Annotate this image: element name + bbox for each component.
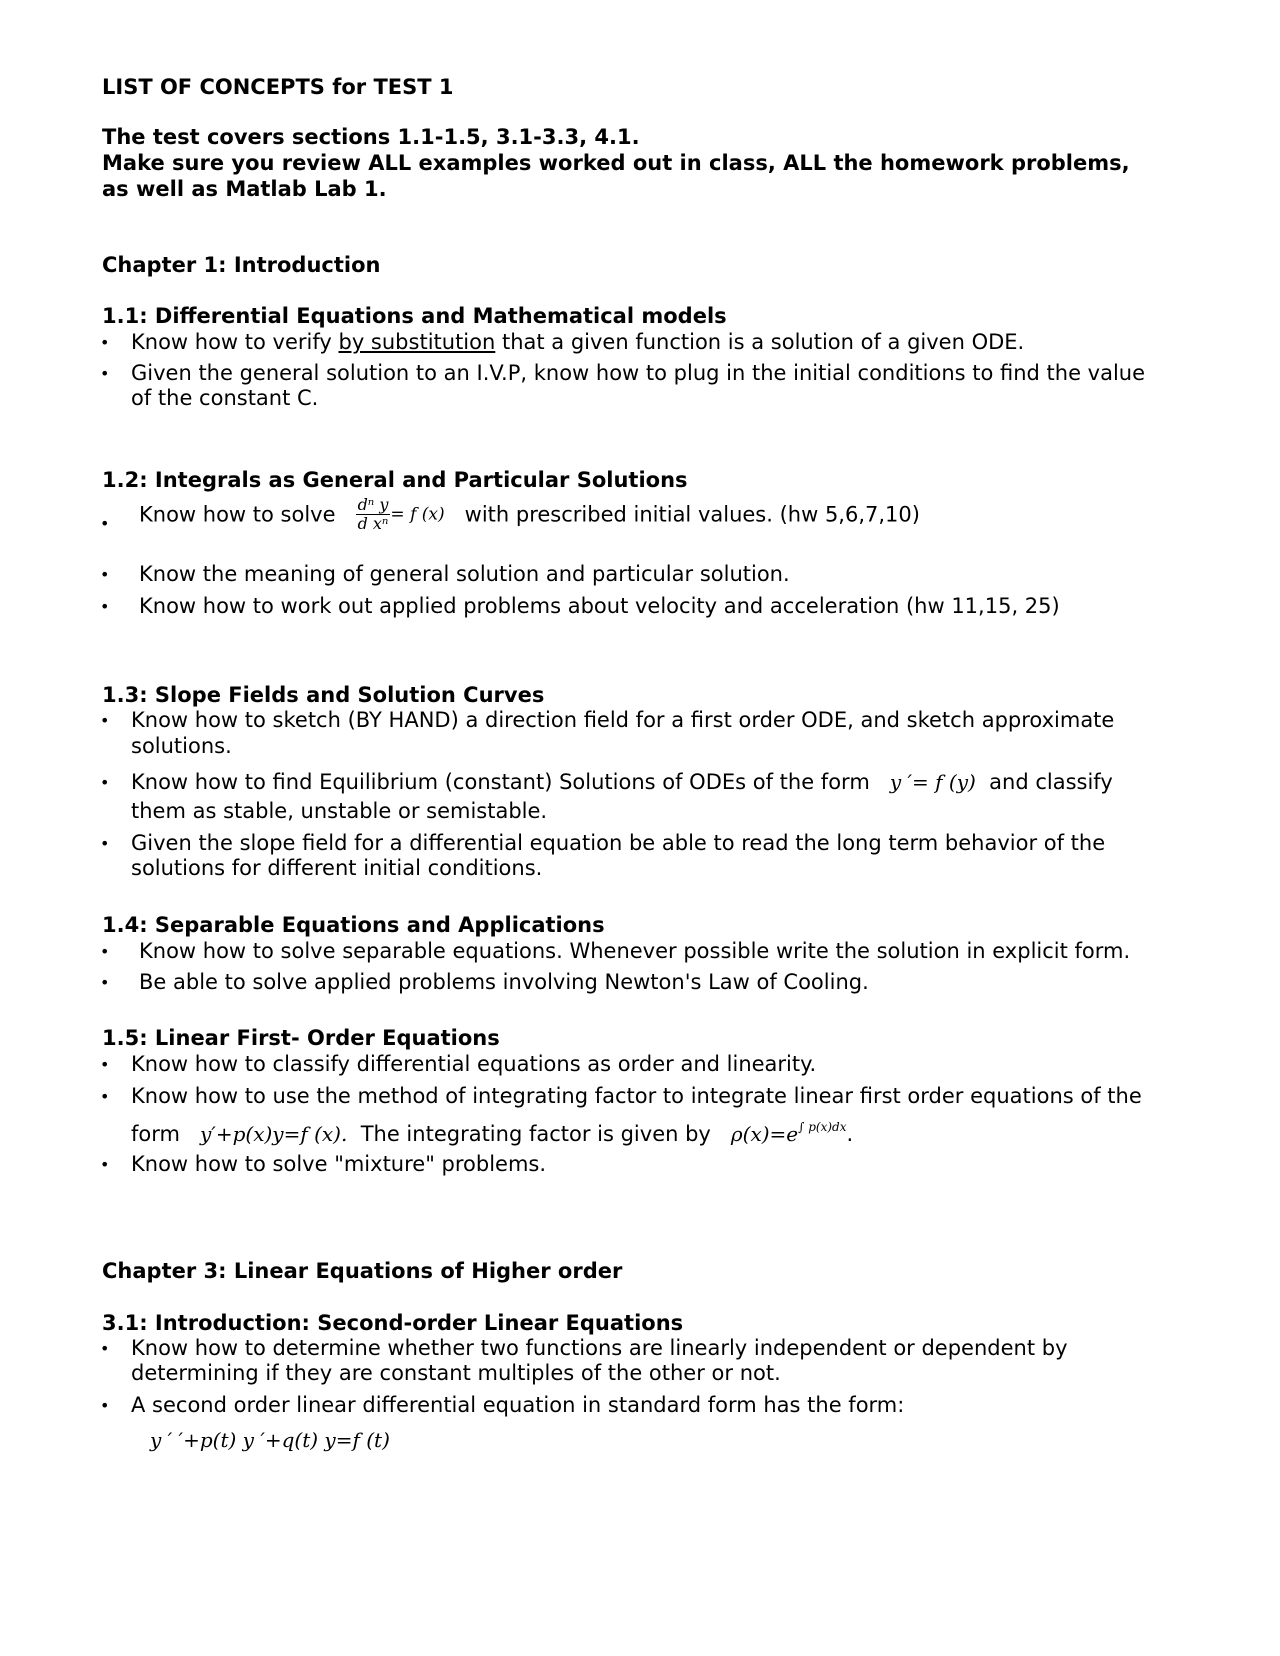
bullet-text: of the constant C. (131, 386, 319, 410)
section-heading: 1.1: Differential Equations and Mathematical models (102, 304, 727, 328)
bullet: • (100, 1087, 110, 1106)
bullet-text: form y′+p(x)y=f (x). The integrating factor is given by $\rho(x)=e^{\int p(x)dx}$. (131, 1120, 854, 1146)
bullet-text: Know how to sketch (BY HAND) a direction field for a first order ODE, and sketch approximate (131, 708, 1115, 732)
bullet: • (100, 514, 110, 533)
bullet-text: A second order linear differential equation in standard form has the form: (131, 1393, 905, 1417)
bullet-text: Know how to verify by substitution that a given function is a solution of a given ODE. (131, 330, 1025, 354)
bullet-text: Be able to solve applied problems involving Newton's Law of Cooling. (139, 970, 869, 994)
bullet: • (100, 973, 110, 992)
bullet-text: determining if they are constant multiples of the other or not. (131, 1361, 781, 1385)
bullet: • (100, 333, 110, 352)
section-heading: 1.2: Integrals as General and Particular Solutions (102, 468, 688, 492)
bullet: • (100, 565, 110, 584)
chapter-heading: Chapter 1: Introduction (102, 253, 381, 277)
section-heading: 1.4: Separable Equations and Applications (102, 913, 605, 937)
bullet: • (100, 364, 110, 383)
bullet: • (100, 711, 110, 730)
bullet: • (100, 834, 110, 853)
bullet: • (100, 773, 110, 792)
section-heading: 1.3: Slope Fields and Solution Curves (102, 683, 545, 707)
bullet: • (100, 1155, 110, 1174)
bullet: • (100, 1055, 110, 1074)
bullet: • (100, 597, 110, 616)
bullet-text: Know how to classify differential equations as order and linearity. (131, 1052, 817, 1076)
bullet-text: solutions for different initial conditions. (131, 856, 543, 880)
bullet-text: Know how to solve $\frac{\text{dⁿ y}}{\text{d xⁿ}}$ = f (x) with prescribed initial values. (hw 5,6,7,10) (139, 495, 920, 533)
chapter-heading: Chapter 3: Linear Equations of Higher order (102, 1259, 623, 1283)
bullet-text: Know how to determine whether two functions are linearly independent or dependent by (131, 1336, 1068, 1360)
bullet-text: Given the slope field for a differential equation be able to read the long term behavior of the (131, 831, 1106, 855)
bullet-text: Know how to solve "mixture" problems. (131, 1152, 547, 1176)
bullet: • (100, 1396, 110, 1415)
bullet-text: Know the meaning of general solution and particular solution. (139, 562, 790, 586)
bullet: • (100, 1339, 110, 1358)
bullet: • (100, 942, 110, 961)
section-heading: 3.1: Introduction: Second-order Linear Equations (102, 1311, 684, 1335)
doc-title: LIST OF CONCEPTS for TEST 1 (102, 75, 454, 99)
bullet-text: solutions. (131, 734, 232, 758)
bullet-text: Know how to solve separable equations. Whenever possible write the solution in explicit form. (139, 939, 1131, 963)
intro-line: as well as Matlab Lab 1. (102, 177, 387, 201)
formula: y ′ ′+p(t) y ′+q(t) y=f (t) (150, 1428, 390, 1452)
section-heading: 1.5: Linear First- Order Equations (102, 1026, 500, 1050)
bullet-text: Know how to use the method of integrating factor to integrate linear first order equations of the (131, 1084, 1142, 1108)
bullet-text: Given the general solution to an I.V.P, know how to plug in the initial conditions to find the value (131, 361, 1146, 385)
formula-fraction: $\frac{\text{dⁿ y}}{\text{d xⁿ}}$ (357, 495, 389, 533)
bullet-text: them as stable, unstable or semistable. (131, 799, 548, 823)
bullet-text: Know how to work out applied problems about velocity and acceleration (hw 11,15, 25) (139, 594, 1060, 618)
intro-line: The test covers sections 1.1-1.5, 3.1-3.3, 4.1. (102, 125, 640, 149)
bullet-text: Know how to find Equilibrium (constant) Solutions of ODEs of the form y ′= f (y) and classify (131, 770, 1113, 794)
intro-line: Make sure you review ALL examples worked out in class, ALL the homework problems, (102, 151, 1130, 175)
